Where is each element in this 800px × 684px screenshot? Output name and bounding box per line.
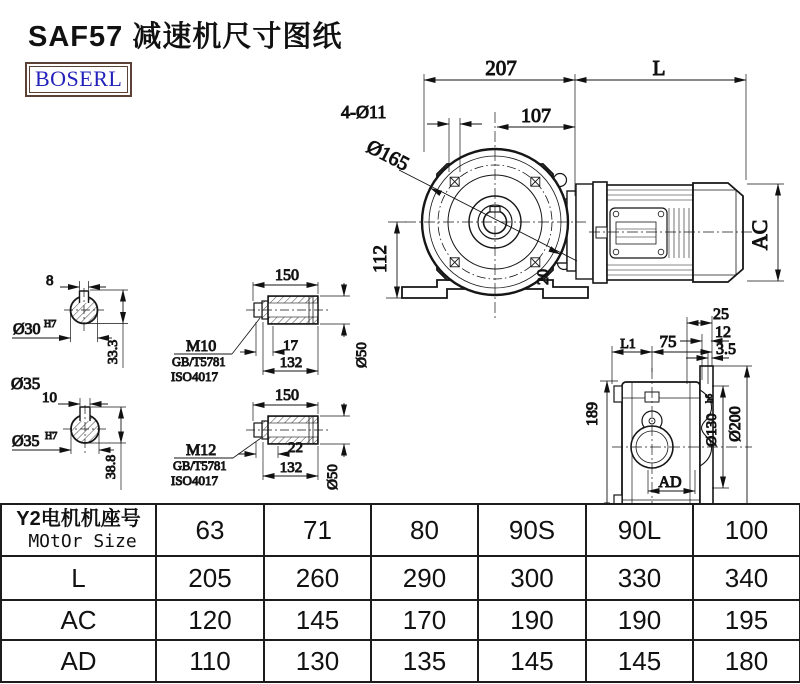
dim-3-5: 3.5 — [716, 341, 736, 358]
label-od-35: Ø35 — [11, 374, 41, 393]
dim-bore-35: Ø35 — [12, 433, 40, 450]
motor-size-header-en: MOtOr Size — [28, 531, 137, 552]
AC-value-1: 145 — [264, 600, 371, 640]
size-col-2: 80 — [371, 504, 478, 556]
dim-key-10: 10 — [42, 390, 57, 406]
dim-150-a: 150 — [275, 267, 299, 284]
AD-value-3: 145 — [478, 640, 586, 682]
motor-size-header-cn: Y2电机机座号 — [16, 508, 141, 530]
dim-200: Ø200 — [727, 406, 744, 442]
table-row-AD — [1, 640, 800, 682]
dim-bore-30-tol: H7 — [44, 319, 57, 330]
dim-L1: L1 — [620, 337, 636, 352]
dim-132-a: 132 — [279, 355, 303, 371]
dim-AC: AC — [747, 219, 772, 251]
dim-130-tol: h6 — [704, 394, 714, 403]
dim-12: 12 — [715, 324, 731, 341]
AD-value-1: 130 — [264, 640, 371, 682]
row-label-AC: AC — [1, 600, 156, 640]
L-value-0: 205 — [156, 556, 264, 600]
label-std-gb-b: GB/T5781 — [173, 459, 227, 473]
shaft-section-2 — [12, 390, 126, 490]
AC-value-5: 195 — [693, 600, 800, 640]
row-label-L: L — [1, 556, 156, 600]
dim-50-b: Ø50 — [325, 464, 341, 490]
row-label-AD: AD — [1, 640, 156, 682]
dim-L: L — [652, 56, 666, 80]
dim-bolt-holes: 4-Ø11 — [341, 102, 387, 122]
dim-207: 207 — [485, 56, 517, 80]
AD-value-4: 145 — [586, 640, 693, 682]
dim-130: Ø130 — [704, 413, 720, 447]
sleeve-1 — [171, 267, 370, 384]
size-col-0: 63 — [156, 504, 264, 556]
dim-150-b: 150 — [275, 387, 299, 404]
AC-value-2: 170 — [371, 600, 478, 640]
dim-132-b: 132 — [279, 460, 303, 476]
table-row-AC — [1, 600, 800, 640]
AD-value-2: 135 — [371, 640, 478, 682]
dim-17: 17 — [283, 338, 298, 354]
size-col-5: 100 — [693, 504, 800, 556]
dim-189: 189 — [584, 402, 601, 426]
size-col-3: 90S — [478, 504, 586, 556]
dim-key-8: 8 — [46, 273, 54, 289]
sleeve-2 — [171, 387, 350, 490]
dim-20: 20 — [535, 269, 552, 285]
dim-33-3: 33.3 — [106, 339, 121, 365]
AC-value-3: 190 — [478, 600, 586, 640]
label-std-iso-b: ISO4017 — [171, 473, 218, 488]
table-row-L — [1, 556, 800, 600]
dim-bore-35-tol: H7 — [45, 431, 58, 442]
motor-size-header — [1, 504, 156, 556]
L-value-1: 260 — [264, 556, 371, 600]
size-col-1: 71 — [264, 504, 371, 556]
AC-value-0: 120 — [156, 600, 264, 640]
fan-cowl — [693, 183, 743, 282]
dim-112: 112 — [370, 245, 391, 273]
table-row-header — [1, 504, 800, 556]
dim-107: 107 — [521, 105, 551, 127]
dim-AD: AD — [658, 474, 682, 491]
label-thread-m12: M12 — [186, 442, 217, 459]
front-view — [402, 112, 753, 318]
dim-38-8: 38.8 — [104, 454, 119, 480]
shaft-section-1 — [11, 273, 128, 393]
label-std-gb-a: GB/T5781 — [172, 355, 226, 369]
L-value-2: 290 — [371, 556, 478, 600]
motor — [589, 182, 753, 283]
dim-50-a: Ø50 — [354, 342, 370, 368]
AD-value-5: 180 — [693, 640, 800, 682]
AD-value-0: 110 — [156, 640, 264, 682]
size-col-4: 90L — [586, 504, 693, 556]
dim-75: 75 — [659, 332, 677, 351]
L-value-3: 300 — [478, 556, 586, 600]
label-std-iso-a: ISO4017 — [171, 369, 218, 384]
dim-bore-30: Ø30 — [13, 321, 41, 338]
L-value-4: 330 — [586, 556, 693, 600]
label-thread-m10: M10 — [186, 338, 217, 355]
brand-logo-text: BOSERL — [35, 66, 123, 91]
dim-25: 25 — [713, 306, 729, 323]
AC-value-4: 190 — [586, 600, 693, 640]
spec-table — [0, 503, 800, 683]
L-value-5: 340 — [693, 556, 800, 600]
dim-flange-dia: Ø165 — [362, 135, 413, 176]
dim-22: 22 — [288, 440, 303, 456]
page-title: SAF57 减速机尺寸图纸 — [28, 21, 343, 53]
